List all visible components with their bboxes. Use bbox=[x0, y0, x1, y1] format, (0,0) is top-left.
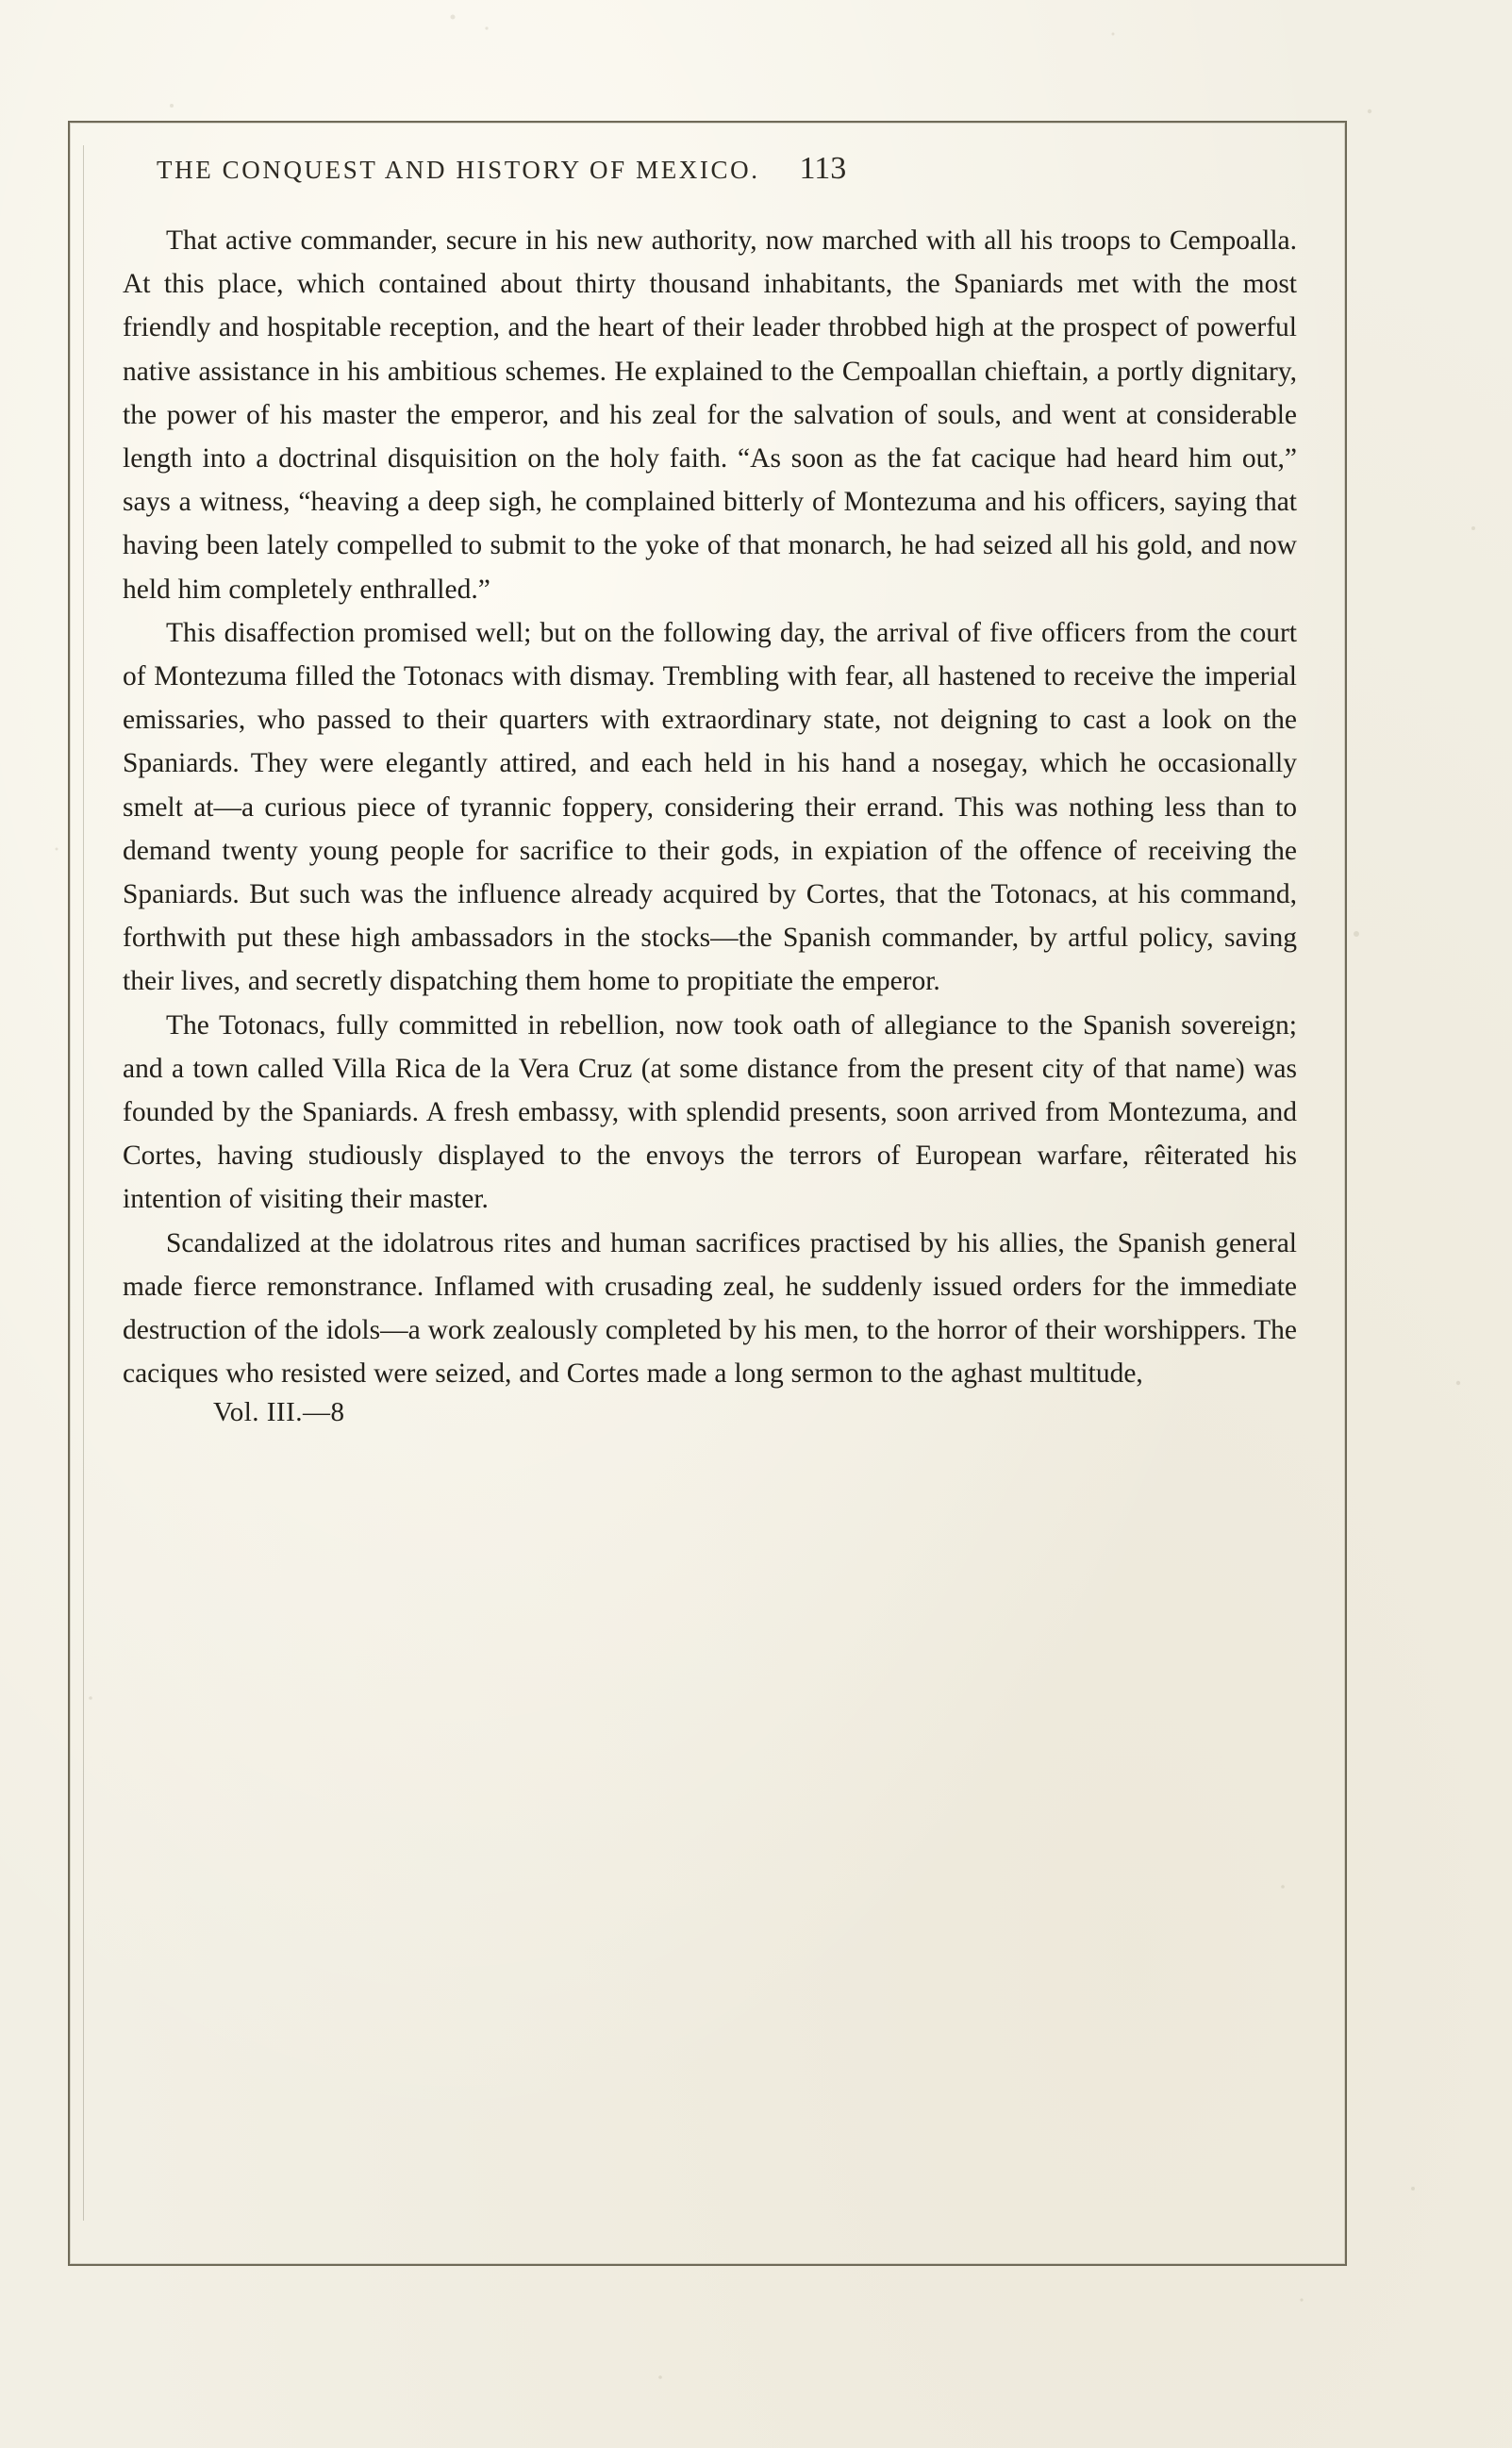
running-head bbox=[123, 151, 1297, 187]
paragraph: This disaffection promised well; but on the following day, the arrival of five officers from the court of Montezuma filled the Totonacs with dismay. Trembling with fear, all hastened to receive the imperial emissaries, who passed to their quarters with extraordinary state, not deigning to cast a look on the Spaniards. They were elegantly attired, and each held in his hand a nosegay, which he occasionally smelt at—a curious piece of tyrannic foppery, considering their errand. This was nothing less than to demand twenty young people for sacrifice to their gods, in expiation of the offence of receiving the Spaniards. But such was the influence already acquired by Cortes, that the Totonacs, at his command, forthwith put these high ambassadors in the stocks—the Spanish commander, by artful policy, saving their lives, and secretly dispatching them home to propitiate the emperor. bbox=[123, 617, 1297, 997]
running-head-title: THE CONQUEST AND HISTORY OF MEXICO. bbox=[157, 156, 760, 184]
paragraph: Scandalized at the idolatrous rites and human sacrifices practised by his allies, the Spanish general made fierce remonstrance. Inflamed with crusading zeal, he suddenly issued orders for the immediate destruction of the idols—a work zealously completed by his men, to the horror of their worshippers. The caciques who resisted were seized, and Cortes made a long sermon to the aghast multitude, bbox=[123, 1227, 1297, 1390]
paragraph: That active commander, secure in his new authority, now marched with all his troops to Cempoalla. At this place, which contained about thirty thousand inhabitants, the Spaniards met with the most friendly and hospitable reception, and the heart of their leader throbbed high at the prospect of powerful native assistance in his ambitious schemes. He explained to the Cempoallan chieftain, a portly dignitary, the power of his master the emperor, and his zeal for the salvation of souls, and went at considerable length into a doctrinal disquisition on the holy faith. “As soon as the fat cacique had heard him out,” says a witness, “heaving a deep sigh, he complained bitterly of Montezuma and his officers, saying that having been lately compelled to submit to the yoke of that monarch, he had seized all his gold, and now held him completely enthralled.” bbox=[123, 225, 1297, 605]
body-text bbox=[123, 219, 1297, 1395]
paragraph: The Totonacs, fully committed in rebellion, now took oath of allegiance to the Spanish sovereign; and a town called Villa Rica de la Vera Cruz (at some distance from the present city of that name) was founded by the Spaniards. A fresh embassy, with splendid presents, soon arrived from Montezuma, and Cortes, having studiously displayed to the envoys the terrors of European warfare, rêiterated his intention of visiting their master. bbox=[123, 1009, 1297, 1215]
page-content bbox=[123, 151, 1297, 1428]
page-number: 113 bbox=[799, 151, 847, 186]
volume-signature: Vol. III.—8 bbox=[213, 1397, 345, 1428]
